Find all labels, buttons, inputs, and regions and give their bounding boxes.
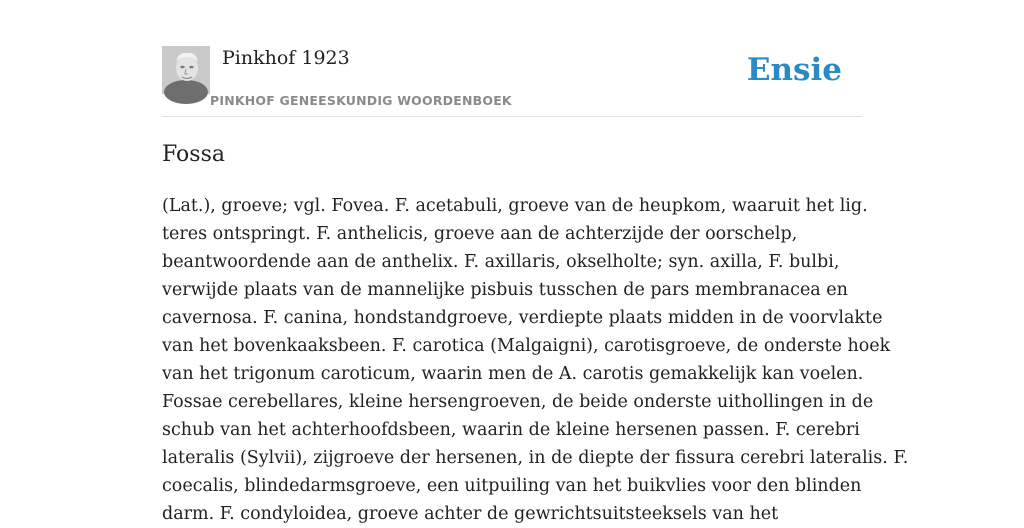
- source-subtitle[interactable]: PINKHOF GENEESKUNDIG WOORDENBOEK: [210, 93, 512, 108]
- source-title[interactable]: Pinkhof 1923: [222, 47, 350, 69]
- body-line: beantwoordende aan de anthelix. F. axillaris, okselholte; syn. axilla, F. bulbi,: [162, 252, 840, 272]
- author-avatar[interactable]: [162, 46, 210, 94]
- body-line: (Lat.), groeve; vgl. Fovea. F. acetabuli, groeve van de heupkom, waaruit het lig.: [162, 196, 868, 216]
- body-line: van het trigonum caroticum, waarin men de A. carotis gemakkelijk kan voelen.: [162, 364, 864, 384]
- source-header: [162, 46, 862, 117]
- ensie-logo[interactable]: Ensie: [746, 52, 842, 88]
- entry-body: [162, 192, 909, 528]
- body-line: van het bovenkaaksbeen. F. carotica (Malgaigni), carotisgroeve, de onderste hoek: [162, 336, 891, 356]
- body-line: teres ontspringt. F. anthelicis, groeve aan de achterzijde der oorschelp,: [162, 224, 798, 244]
- body-line: coecalis, blindedarmsgroeve, een uitpuiling van het buikvlies voor den blinden: [162, 476, 862, 496]
- body-line: cavernosa. F. canina, hondstandgroeve, verdiepte plaats midden in de voorvlakte: [162, 308, 883, 328]
- body-line: verwijde plaats van de mannelijke pisbuis tusschen de pars membranacea en: [162, 280, 848, 300]
- body-line: schub van het achterhoofdsbeen, waarin de kleine hersenen passen. F. cerebri: [162, 420, 860, 440]
- entry-title: Fossa: [162, 142, 226, 167]
- body-line: lateralis (Sylvii), zijgroeve der hersenen, in de diepte der fissura cerebri lateralis. F.: [162, 448, 909, 468]
- body-line: Fossae cerebellares, kleine hersengroeven, de beide onderste uithollingen in de: [162, 392, 874, 412]
- portrait-image: [162, 46, 210, 94]
- body-line: darm. F. condyloidea, groeve achter de gewrichtsuitsteeksels van het: [162, 504, 779, 524]
